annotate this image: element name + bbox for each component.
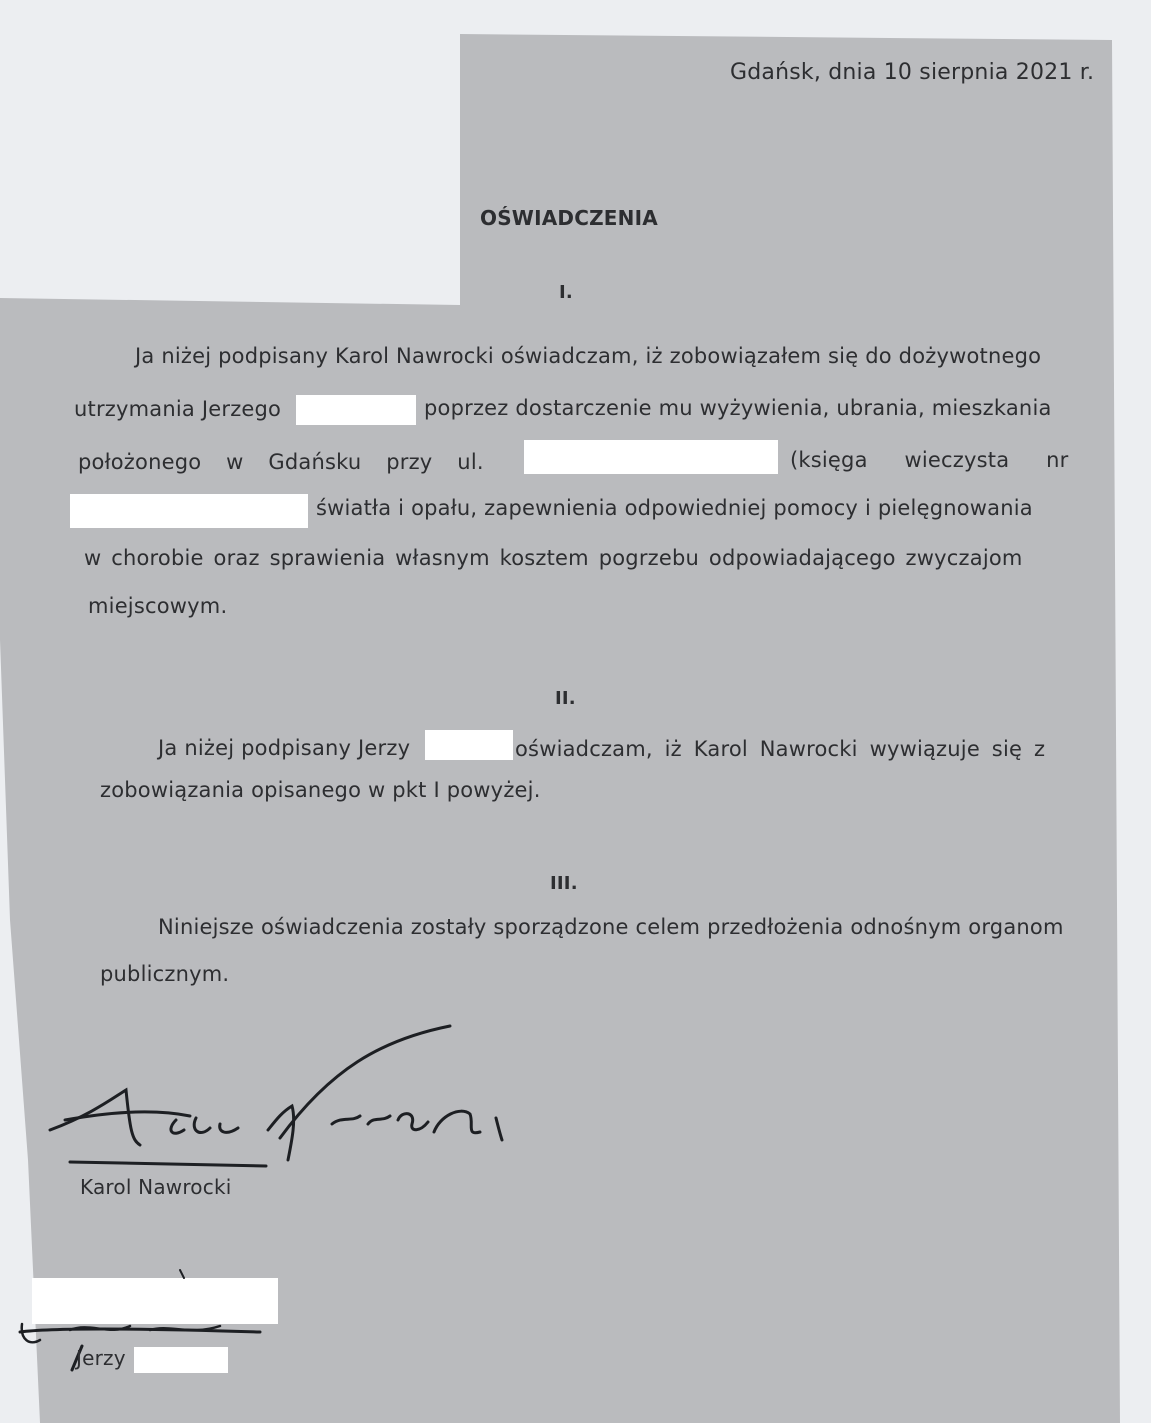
signature-name-jerzy: Jerzy — [76, 1346, 126, 1370]
section-1-line-6: miejscowym. — [88, 594, 228, 618]
section-1-line-5: w chorobie oraz sprawienia własnym kosztem pogrzebu odpowiadającego zwyczajom — [84, 546, 1023, 570]
redaction-box — [524, 440, 778, 474]
section-1-line-3a: położonego w Gdańsku przy ul. — [78, 450, 484, 474]
redaction-box — [296, 395, 416, 425]
section-2-line-1a: Ja niżej podpisany Jerzy — [158, 736, 411, 760]
section-2-line-2: zobowiązania opisanego w pkt I powyżej. — [100, 778, 541, 802]
section-3-line-2: publicznym. — [100, 962, 230, 986]
section-1-line-4: światła i opału, zapewnienia odpowiedniej pomocy i pielęgnowania — [316, 496, 1033, 520]
redaction-box — [134, 1347, 228, 1373]
redaction-box — [425, 730, 513, 760]
section-2-number: II. — [555, 688, 576, 709]
section-3-line-1: Niniejsze oświadczenia zostały sporządzone celem przedłożenia odnośnym organom — [158, 915, 1064, 939]
section-1-number: I. — [559, 282, 573, 303]
document-title: OŚWIADCZENIA — [480, 206, 658, 230]
section-3-number: III. — [550, 873, 578, 894]
redaction-box — [70, 494, 308, 528]
section-1-line-3b: (księga wieczysta nr — [790, 448, 1069, 472]
section-1-line-2b: poprzez dostarczenie mu wyżywienia, ubrania, mieszkania — [424, 396, 1052, 420]
section-2-line-1b: oświadczam, iż Karol Nawrocki wywiązuje się z — [515, 737, 1046, 761]
place-date: Gdańsk, dnia 10 sierpnia 2021 r. — [730, 60, 1095, 85]
section-1-line-2a: utrzymania Jerzego — [74, 397, 282, 421]
signature-name-karol: Karol Nawrocki — [80, 1175, 232, 1199]
redaction-box — [32, 1278, 278, 1324]
section-1-line-1: Ja niżej podpisany Karol Nawrocki oświadczam, iż zobowiązałem się do dożywotnego — [135, 344, 1042, 368]
